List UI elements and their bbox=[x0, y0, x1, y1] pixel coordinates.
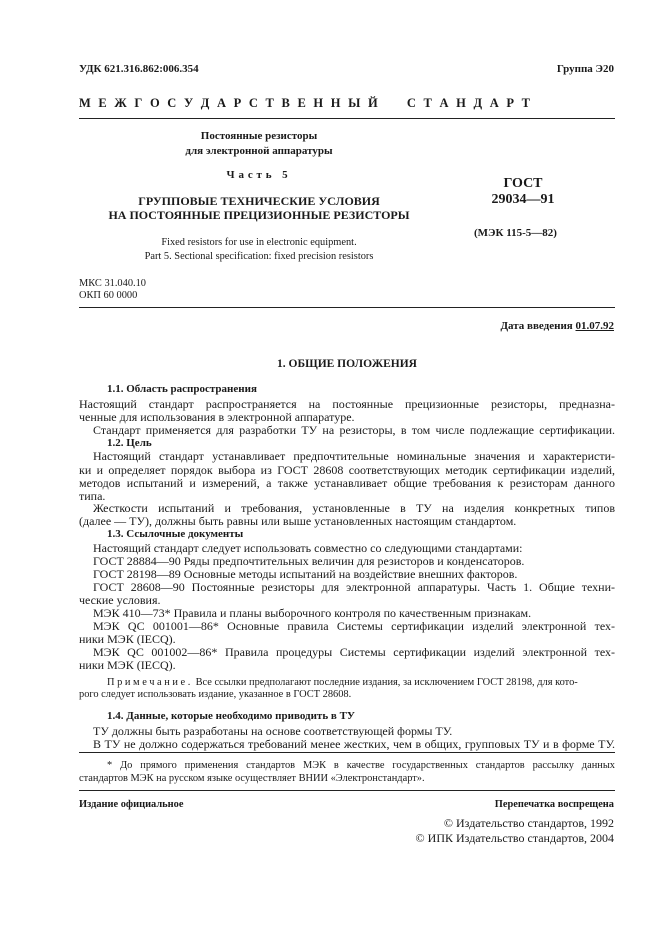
iec-reference: (МЭК 115-5—82) bbox=[474, 227, 557, 239]
paragraph-1-2a-line-4: типа. bbox=[79, 489, 106, 503]
okp-code: ОКП 60 0000 bbox=[79, 290, 138, 301]
paragraph-1-1b: Стандарт применяется для разработки ТУ на резисторы, в том числе подлежащие сертификации. bbox=[93, 423, 615, 437]
paragraph-1-2a-line-3: методов испытаний и измерений, а также устанавливает общие требования к резисторам данного bbox=[79, 476, 615, 490]
copyright-1992: © Издательство стандартов, 1992 bbox=[443, 816, 614, 830]
reference-gost-28884: ГОСТ 28884—90 Ряды предпочтительных величин для резисторов и конденсаторов. bbox=[93, 554, 525, 568]
intro-date-label: Дата введения bbox=[500, 320, 576, 332]
reference-gost-28608-line-2: ческие условия. bbox=[79, 593, 161, 607]
gost-label: ГОСТ bbox=[503, 176, 543, 191]
note-line-2: рого следует использовать издание, указанное в ГОСТ 28608. bbox=[79, 689, 352, 700]
part-number: Часть 5 bbox=[226, 169, 292, 181]
subsection-1-4-heading: 1.4. Данные, которые необходимо приводить в ТУ bbox=[107, 710, 355, 722]
reference-gost-28608-line-1: ГОСТ 28608—90 Постоянные резисторы для электронной аппаратуры. Часть 1. Общие техни- bbox=[93, 580, 615, 594]
subsection-1-3-heading: 1.3. Ссылочные документы bbox=[107, 528, 244, 540]
footnote-line-1: * До прямого применения стандартов МЭК в качестве государственных стандартов рассылку данных bbox=[107, 760, 615, 771]
reference-iec-qc-001002-line-2: ники МЭК (IECQ). bbox=[79, 658, 176, 672]
copyright-2004: © ИПК Издательство стандартов, 2004 bbox=[415, 831, 614, 845]
paragraph-1-4b: В ТУ не должно содержаться требований менее жестких, чем в общих, групповых ТУ и в форме ТУ. bbox=[93, 737, 615, 751]
intro-date bbox=[500, 320, 614, 333]
title-line-1: Постоянные резисторы bbox=[200, 130, 318, 142]
title-line-2: для электронной аппаратуры bbox=[185, 145, 333, 157]
reference-iec-qc-001001-line-1: МЭК QC 001001—86* Основные правила Системы сертификации изделий электронной тех- bbox=[93, 619, 615, 633]
paragraph-1-1a-line-2: ченные для использования в электронной аппаратуре. bbox=[79, 410, 355, 424]
main-title-line-1: ГРУППОВЫЕ ТЕХНИЧЕСКИЕ УСЛОВИЯ bbox=[138, 194, 380, 208]
header-rule bbox=[79, 118, 615, 119]
paragraph-1-1a-line-1: Настоящий стандарт распространяется на постоянные прецизионные резисторы, предназна- bbox=[79, 397, 615, 411]
reference-iec-410: МЭК 410—73* Правила и планы выборочного контроля по качественным признакам. bbox=[93, 606, 532, 620]
codes-rule bbox=[79, 307, 615, 308]
english-title-line-2: Part 5. Sectional specification: fixed precision resistors bbox=[144, 251, 374, 262]
reference-iec-qc-001002-line-1: МЭК QC 001002—86* Правила процедуры Системы сертификации изделий электронной тех- bbox=[93, 645, 615, 659]
footnote-line-2: стандартов МЭК на русском языке осуществляет ВНИИ «Электронстандарт». bbox=[79, 773, 425, 784]
english-title-line-1: Fixed resistors for use in electronic equipment. bbox=[161, 237, 357, 248]
paragraph-1-3: Настоящий стандарт следует использовать совместно со следующими стандартами: bbox=[93, 541, 523, 555]
main-title-line-2: НА ПОСТОЯННЫЕ ПРЕЦИЗИОННЫЕ РЕЗИСТОРЫ bbox=[108, 208, 410, 222]
reference-gost-28198: ГОСТ 28198—89 Основные методы испытаний на воздействие внешних факторов. bbox=[93, 567, 518, 581]
paragraph-1-4a: ТУ должны быть разработаны на основе соответствующей формы ТУ. bbox=[93, 724, 453, 738]
standard-banner: М Е Ж Г О С У Д А Р С Т В Е Н Н Ы Й С Т А Н Д А Р Т bbox=[79, 96, 533, 110]
reprint-prohibited: Перепечатка воспрещена bbox=[494, 799, 614, 810]
reference-iec-qc-001001-line-2: ники МЭК (IECQ). bbox=[79, 632, 176, 646]
subsection-1-2-heading: 1.2. Цель bbox=[107, 437, 152, 449]
group-code: Группа Э20 bbox=[556, 63, 614, 75]
intro-date-value: 01.07.92 bbox=[575, 320, 614, 332]
note-text-1: Все ссылки предполагают последние издания, за исключением ГОСТ 28198, для кото- bbox=[192, 677, 578, 688]
paragraph-1-2a-line-2: ки и определяет порядок выбора из ГОСТ 28608 соответствующих методик сертификации изделий, bbox=[79, 463, 615, 477]
udc-code: УДК 621.316.862:006.354 bbox=[79, 63, 199, 75]
official-edition: Издание официальное bbox=[79, 799, 184, 810]
paragraph-1-2b-line-2: (далее — ТУ), должны быть равны или выше установленных настоящим стандартом. bbox=[79, 514, 517, 528]
footer-rule bbox=[79, 790, 615, 791]
footnote-rule bbox=[79, 752, 615, 753]
gost-number: 29034—91 bbox=[491, 192, 555, 207]
note-label: Примечание. bbox=[107, 677, 193, 688]
subsection-1-1-heading: 1.1. Область распространения bbox=[107, 383, 257, 395]
paragraph-1-2b-line-1: Жесткости испытаний и требования, установленные в ТУ на изделия конкретных типов bbox=[93, 501, 615, 515]
paragraph-1-2a-line-1: Настоящий стандарт устанавливает предпочтительные номинальные значения и характеристи- bbox=[93, 449, 615, 463]
mks-code: МКС 31.040.10 bbox=[79, 278, 147, 289]
section-heading: 1. ОБЩИЕ ПОЛОЖЕНИЯ bbox=[277, 358, 417, 370]
